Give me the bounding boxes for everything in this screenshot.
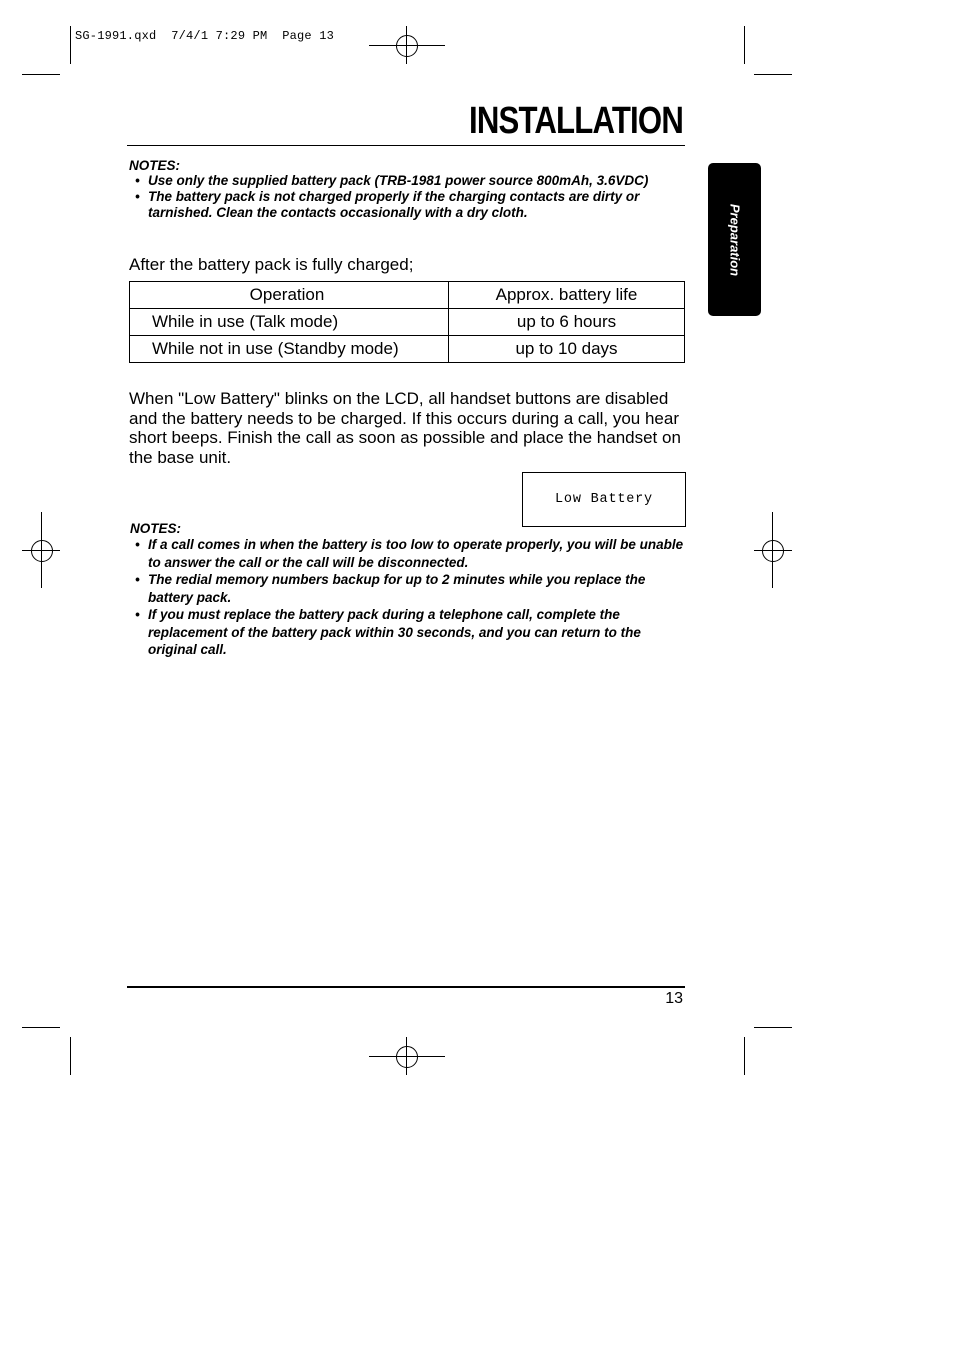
note-item: • The redial memory numbers backup for up to 2 minutes while you replace the battery pack. [130, 571, 690, 606]
intro-text: After the battery pack is fully charged; [129, 255, 414, 274]
notes-top-list [130, 173, 689, 221]
lcd-display-text: Low Battery [555, 492, 653, 507]
section-tab [708, 163, 761, 316]
battery-life-table [129, 281, 685, 363]
table-cell: up to 6 hours [449, 309, 685, 336]
note-item: • Use only the supplied battery pack (TRB-1981 power source 800mAh, 3.6VDC) [130, 173, 689, 189]
table-row [130, 336, 685, 363]
notes-bottom-list [130, 536, 690, 659]
section-tab-label: Preparation [727, 203, 742, 276]
notes-top [129, 158, 689, 221]
print-slug: SG-1991.qxd 7/4/1 7:29 PM Page 13 [75, 29, 335, 43]
lcd-display [522, 472, 686, 527]
table-header-row [130, 282, 685, 309]
table-cell: While in use (Talk mode) [130, 309, 449, 336]
notes-bottom [130, 521, 690, 659]
table-header-cell: Operation [130, 282, 449, 309]
table-row [130, 309, 685, 336]
note-item: • The battery pack is not charged properly if the charging contacts are dirty or tarnished. Clean the contacts occasionally with a dry cloth. [130, 189, 689, 221]
footer-rule [127, 986, 685, 988]
table-cell: While not in use (Standby mode) [130, 336, 449, 363]
notes-bottom-label: NOTES: [130, 521, 182, 536]
low-battery-paragraph: When "Low Battery" blinks on the LCD, all handset buttons are disabled and the battery needs to be charged. If this occurs during a call, you hear short beeps. Finish the call as soon as possible and place the handset on the base unit. [129, 389, 681, 467]
table-cell: up to 10 days [449, 336, 685, 363]
page-number: 13 [665, 990, 683, 1007]
page-title: INSTALLATION [468, 100, 683, 142]
title-rule [127, 145, 685, 146]
note-item: • If you must replace the battery pack during a telephone call, complete the replacement of the battery pack within 30 seconds, and you can return to the original call. [130, 606, 690, 659]
notes-top-label: NOTES: [129, 158, 181, 173]
table-header-cell: Approx. battery life [449, 282, 685, 309]
note-item: • If a call comes in when the battery is too low to operate properly, you will be unable to answer the call or the call will be disconnected. [130, 536, 690, 571]
